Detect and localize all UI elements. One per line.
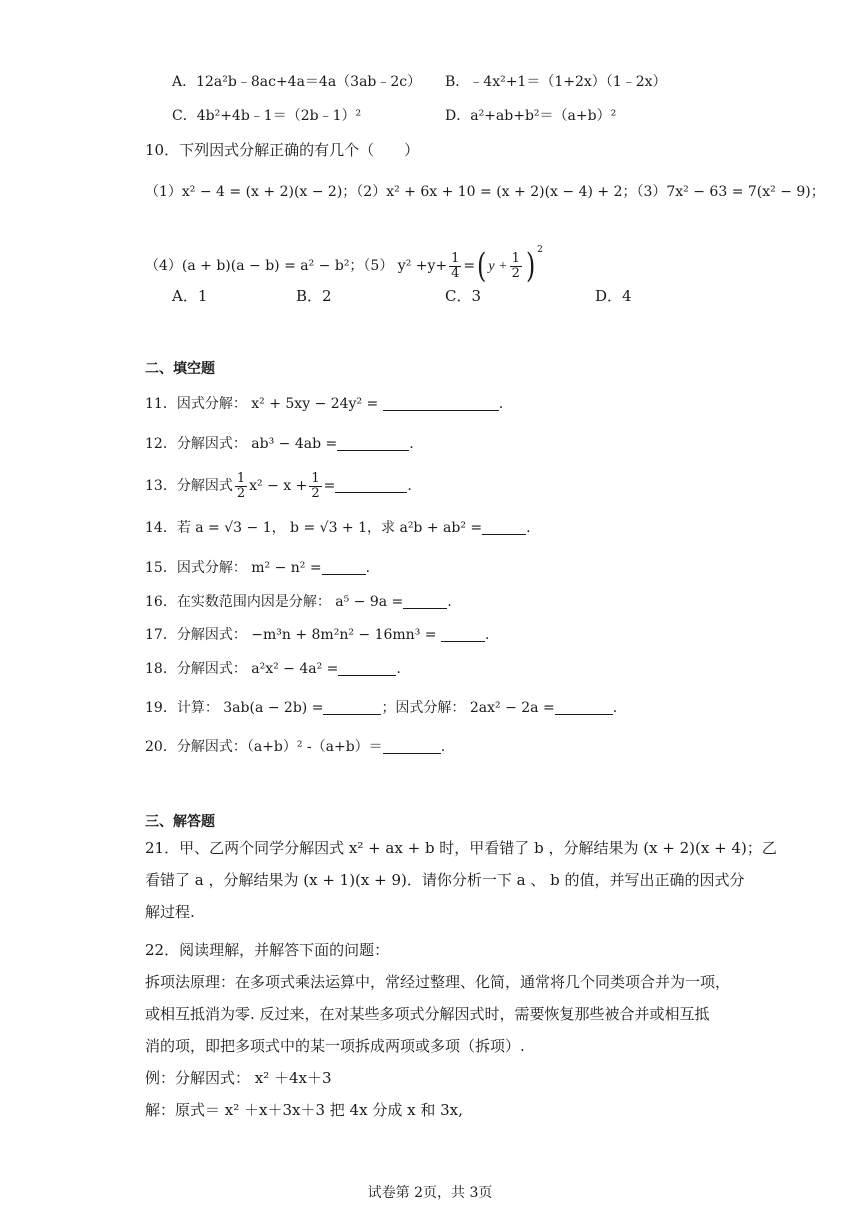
- answer-blank[interactable]: [482, 520, 526, 535]
- fraction-one-half: [235, 472, 247, 501]
- q15: [145, 558, 370, 578]
- q15-text: 15．因式分解： m² − n² =: [145, 560, 322, 576]
- answer-blank[interactable]: [338, 661, 396, 676]
- answer-blank[interactable]: [323, 700, 381, 715]
- period: .: [409, 436, 414, 452]
- fraction-numerator: 1: [451, 250, 460, 266]
- q10-items-line1: （1）x² − 4 = (x + 2)(x − 2)；（2）x² + 6x + 10 = (x + 2)(x − 4) + 2；（3）7x² − 63 = 7(x² − 9)；: [145, 184, 825, 200]
- q13-middle: x² − x +: [249, 478, 308, 494]
- q10-option-d: D．4: [595, 287, 632, 305]
- period: .: [612, 700, 618, 716]
- period: .: [396, 661, 401, 677]
- section-heading-fill-in: 二、填空题: [145, 361, 215, 377]
- q19-part-a: 19．计算： 3ab(a − 2b) =: [145, 700, 324, 716]
- q21-line3: 解过程.: [145, 903, 195, 921]
- q22: [145, 934, 731, 1126]
- q14: [145, 518, 531, 538]
- q21-line2: 看错了 a ，分解结果为 (x + 1)(x + 9)．请你分析一下 a 、 b 的值，并写出正确的因式分: [145, 871, 745, 889]
- period: .: [484, 627, 490, 643]
- q10-items-line2: [145, 232, 543, 285]
- q22-line5: 例：分解因式： x² ＋4x＋3: [145, 1069, 332, 1087]
- period: .: [407, 478, 412, 494]
- q14-text: 14．若 a = √3 − 1， b = √3 + 1，求 a²b + ab² =: [145, 520, 483, 536]
- fraction-one-half: [309, 472, 321, 501]
- period: .: [526, 520, 531, 536]
- q19: [145, 698, 617, 718]
- q21-line1: 21．甲、乙两个同学分解因式 x² + ax + b 时，甲看错了 b ，分解结果为 (x + 2)(x + 4)；乙: [145, 839, 777, 857]
- q9-option-c: C．4b²+4b﹣1＝（2b﹣1）²: [172, 108, 362, 124]
- fraction-denominator: 4: [451, 265, 460, 281]
- answer-blank[interactable]: [337, 436, 409, 451]
- q10-option-c: C．3: [445, 287, 482, 305]
- left-paren: (: [477, 246, 487, 286]
- q9-option-d: D．a²+ab+b²＝（a+b）²: [445, 108, 617, 124]
- q12: [145, 434, 414, 454]
- q9-option-b: B．﹣4x²+1＝（1+2x）（1﹣2x）: [445, 74, 667, 90]
- q18-text: 18．分解因式： a²x² − 4a² =: [145, 661, 339, 677]
- answer-blank[interactable]: [555, 700, 613, 715]
- section-heading-solve: 三、解答题: [145, 814, 215, 830]
- q11-text: 11．因式分解： x² + 5xy − 24y² =: [145, 396, 379, 412]
- answer-blank[interactable]: [403, 594, 447, 609]
- fraction-denominator: 2: [311, 485, 320, 501]
- q13: [145, 470, 412, 502]
- q22-line1: 22．阅读理解，并解答下面的问题：: [145, 941, 390, 959]
- exponent: 2: [537, 245, 543, 255]
- q10-option-b: B．2: [296, 287, 332, 305]
- fraction-denominator: 2: [236, 485, 246, 501]
- q17-text: 17．分解因式： −m³n + 8m²n² − 16mn³ =: [145, 627, 437, 643]
- q20-text: 20．分解因式：（a+b）² -（a+b）＝: [145, 739, 383, 755]
- q21: [145, 832, 777, 928]
- period: .: [365, 560, 371, 576]
- q11: [145, 394, 503, 414]
- right-paren: ): [525, 246, 536, 286]
- equals-sign: =: [463, 258, 476, 274]
- q22-line6: 解：原式＝ x² ＋x＋3x＋3 把 4x 分成 x 和 3x,: [145, 1101, 463, 1119]
- paren-content: y +: [488, 259, 508, 274]
- q17: [145, 625, 489, 645]
- q9-option-a: A．12a²b﹣8ac+4a＝4a（3ab﹣2c）: [172, 74, 422, 90]
- fraction-one-quarter: [449, 252, 461, 281]
- answer-blank[interactable]: [322, 560, 366, 575]
- fraction-numerator: 1: [311, 470, 320, 486]
- period: .: [440, 739, 446, 755]
- q10-stem: 10．下列因式分解正确的有几个（ ）: [145, 141, 420, 159]
- q22-line3: 或相互抵消为零. 反过来，在对某些多项式分解因式时，需要恢复那些被合并或相互抵: [145, 1005, 710, 1023]
- answer-blank[interactable]: [335, 478, 407, 493]
- period: .: [498, 396, 504, 412]
- fraction-one-half: [510, 252, 522, 281]
- q22-line4: 消的项，即把多项式中的某一项拆成两项或多项（拆项）.: [145, 1037, 525, 1055]
- answer-blank[interactable]: [383, 739, 441, 754]
- q16: [145, 592, 452, 612]
- fraction-numerator: 1: [236, 470, 246, 486]
- answer-blank[interactable]: [441, 627, 485, 642]
- q10-items-line2-prefix: （4）(a + b)(a − b) = a² − b²；（5） y² +y+: [145, 258, 448, 274]
- q16-text: 16．在实数范围内因是分解： a⁵ − 9a =: [145, 594, 404, 610]
- page-footer: 试卷第 2页，共 3页: [367, 1185, 493, 1201]
- q13-prefix: 13．分解因式: [145, 478, 233, 494]
- q18: [145, 659, 401, 679]
- q19-part-b: ；因式分解： 2ax² − 2a =: [381, 700, 555, 716]
- answer-blank[interactable]: [383, 396, 499, 411]
- fraction-numerator: 1: [511, 250, 520, 266]
- equals-sign: =: [323, 478, 336, 494]
- q22-line2: 拆项法原理：在多项式乘法运算中，常经过整理、化简，通常将几个同类项合并为一项，: [145, 973, 731, 991]
- period: .: [447, 594, 452, 610]
- q20: [145, 737, 445, 757]
- q10-option-a: A．1: [172, 287, 208, 305]
- q12-text: 12．分解因式： ab³ − 4ab =: [145, 436, 338, 452]
- fraction-denominator: 2: [511, 265, 520, 281]
